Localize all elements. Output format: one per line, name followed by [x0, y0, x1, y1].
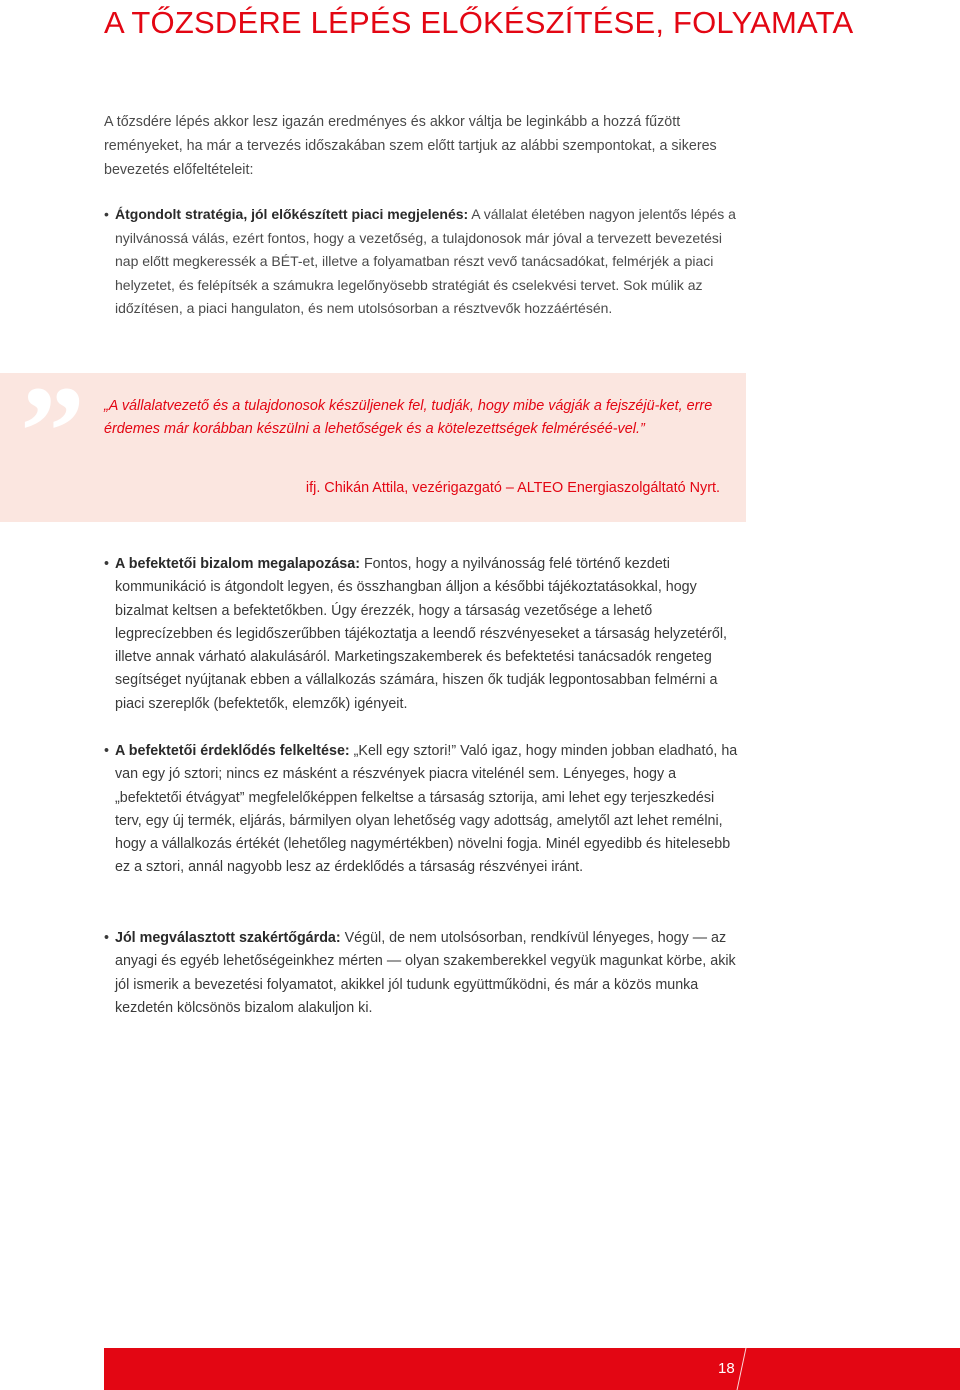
- quote-mark-icon: ”: [20, 360, 85, 504]
- list-item-body: A vállalat életében nagyon jelentős lépés a nyilvánossá válás, ezért fontos, hogy a vezetőség, a tulajdonosok már jóval a tervezett bevezetési nap előtt megkeressék a BÉT-et, illetve a folyamatban részt vevő tanácsadókat, felmérjék a piaci helyzetet, és felépítsék a számukra legelőnyösebb stratégiát és cselekvési tervet. Sok múlik az időzítésen, a piaci hangulaton, és nem utolsósorban a résztvevők hozzáértésén.: [115, 206, 736, 316]
- quote-author: ifj. Chikán Attila, vezérigazgató – ALTEO Energiaszolgáltató Nyrt.: [305, 480, 720, 496]
- list-item-body: Fontos, hogy a nyilvánosság felé történő kezdeti kommunikáció is átgondolt legyen, és összhangban álljon a későbbi tájékoztatásokkal, hogy bizalmat keltsen a befektetőkben. Úgy érezzék, hogy a társaság vezetősége a lehető legprecízebben és legidőszerűbben tájékoztatja a leendő részvényeseket a társaság helyzetéről, illetve annak várható alakulásáról. Marketingszakemberek és befektetési tanácsadók rengeteg segítséget nyújtanak ebben a vállalkozás számára, hiszen ők tudják legpontosabban felmérni a piaci szereplők (befektetők, elemzők) igényeit.: [115, 556, 727, 712]
- bullet-icon: •: [104, 743, 110, 759]
- list-item-body: „Kell egy sztori!” Való igaz, hogy minden jobban eladható, ha van egy jó sztori; nincs ez másként a részvények piacra vitelénél sem. Lényeges, hogy a „befektetői étvágyat” megfelelőképpen felkeltse a társaság sztorija, ami lehet egy terjeszkedési terv, egy új termék, eljárás, bármilyen olyan lehetőség vagy adottság, amelytől azt lehet remélni, hogy a vállalkozás értékét (lehetőleg nagymértékben) növelni fogja. Minél egyedibb és hitelesebb ez a sztori, annál nagyobb lesz az érdeklődés a társaság részvényei iránt.: [115, 743, 738, 876]
- list-item-strategy: [104, 203, 744, 321]
- footer-bar: [104, 1348, 960, 1390]
- bullet-icon: •: [104, 556, 110, 572]
- page-number: 18: [718, 1360, 735, 1377]
- intro-paragraph: A tőzsdére lépés akkor lesz igazán eredményes és akkor váltja be leginkább a hozzá fűzött reményeket, ha már a tervezés időszakában szem előtt tartjuk az alábbi szempontokat, a sikeres bevezetés előfeltételeit:: [104, 114, 717, 178]
- list-item-investor-trust: [104, 553, 744, 716]
- list-item-heading: Jól megválasztott szakértőgárda:: [115, 930, 341, 946]
- list-item-heading: A befektetői érdeklődés felkeltése:: [115, 743, 350, 759]
- bullet-icon: •: [104, 206, 109, 222]
- list-item-body: Végül, de nem utolsósorban, rendkívül lényeges, hogy — az anyagi és egyéb lehetőségeinkhez mérten — olyan szakemberekkel vegyük magunkat körbe, akik jól ismerik a bevezetési folyamatot, akikkel jól tudunk együttműködni, és már a közös munka kezdetén kölcsönös bizalom alakuljon ki.: [115, 930, 736, 1016]
- footer-divider: [737, 1348, 747, 1390]
- pull-quote: [0, 360, 746, 522]
- list-item-heading: A befektetői bizalom megalapozása:: [115, 556, 360, 572]
- bullet-icon: •: [104, 930, 110, 946]
- list-item-investor-interest: [104, 740, 744, 880]
- quote-text: „A vállalatvezető és a tulajdonosok készüljenek fel, tudják, hogy mibe vágják a fejszéjü-ket, erre érdemes már korábban készülni a lehetőségek és a kötelezettségek felméréséé-vel.”: [104, 398, 713, 437]
- list-item-heading: Átgondolt stratégia, jól előkészített piaci megjelenés:: [115, 206, 469, 222]
- page-title: A TŐZSDÉRE LÉPÉS ELŐKÉSZÍTÉSE, FOLYAMATA: [104, 5, 854, 40]
- list-item-expert-team: [104, 927, 744, 1020]
